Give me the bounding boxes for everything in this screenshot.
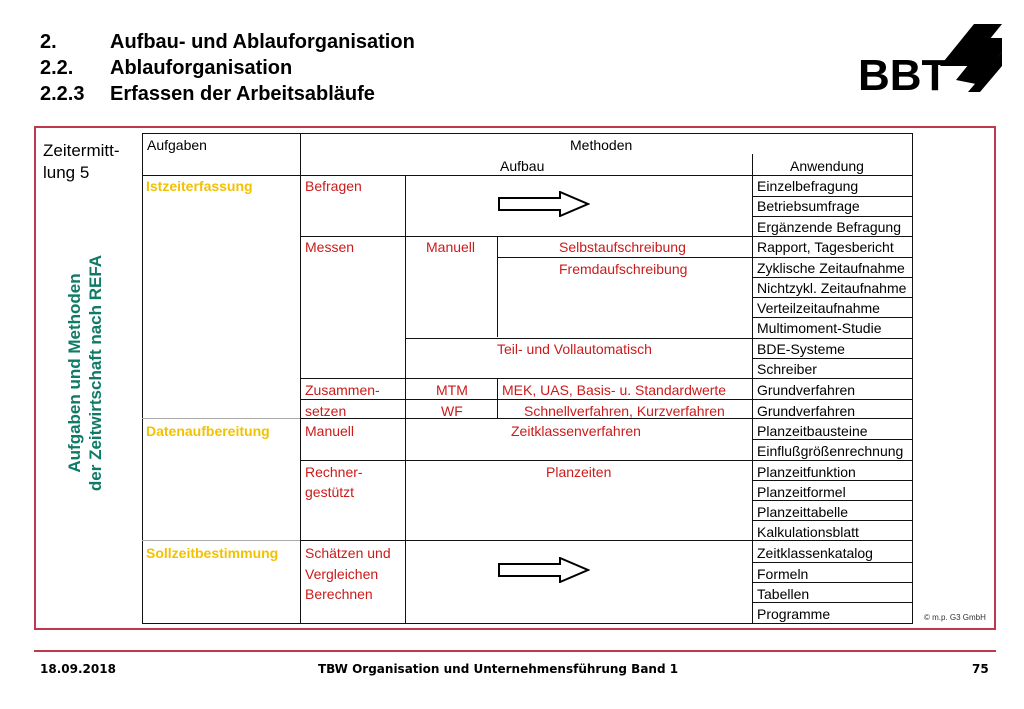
task-datenaufbereitung: Datenaufbereitung — [146, 423, 270, 439]
footer-title: TBW Organisation und Unternehmensführung Band 1 — [318, 662, 679, 676]
header-aufbau: Aufbau — [500, 158, 545, 174]
task-sollzeitbestimmung: Sollzeitbestimmung — [146, 545, 279, 561]
application-cell: Planzeitformel — [757, 484, 846, 500]
arrow-right-icon — [498, 191, 590, 217]
method-zeitklassenverfahren: Zeitklassenverfahren — [511, 423, 641, 439]
header-methoden: Methoden — [570, 137, 633, 153]
method-messen: Messen — [305, 239, 355, 255]
application-cell: Einflußgrößenrechnung — [757, 443, 904, 459]
method-vergleichen: Vergleichen — [305, 566, 379, 582]
side-title-line: Zeitermitt- — [43, 141, 120, 160]
method-rechner: Rechner- — [305, 464, 363, 480]
method-selbstaufschreibung: Selbstaufschreibung — [559, 239, 686, 255]
application-cell: Tabellen — [757, 586, 810, 602]
task-istzeiterfassung: Istzeiterfassung — [146, 178, 253, 194]
method-berechnen: Berechnen — [305, 586, 373, 602]
application-cell: Zyklische Zeitaufnahme — [757, 260, 905, 276]
method-manuell: Manuell — [426, 239, 476, 255]
application-cell: Multimoment-Studie — [757, 320, 882, 336]
method-manuell-daten: Manuell — [305, 423, 355, 439]
method-schnellverfahren: Schnellverfahren, Kurzverfahren — [524, 403, 725, 419]
bbt-logo — [856, 22, 1002, 110]
heading-text: Erfassen der Arbeitsabläufe — [110, 83, 375, 105]
heading-number: 2. — [40, 31, 57, 53]
header-aufgaben: Aufgaben — [147, 137, 207, 153]
copyright-notice: © m.p. G3 GmbH — [924, 613, 986, 622]
application-cell: Verteilzeitaufnahme — [757, 300, 880, 316]
application-cell: Ergänzende Befragung — [757, 219, 901, 235]
logo-text: BBT — [858, 51, 949, 100]
method-zusammensetzen: Zusammen- — [305, 382, 380, 398]
application-cell: Schreiber — [757, 361, 817, 377]
method-teil-vollautomatisch: Teil- und Vollautomatisch — [497, 341, 652, 357]
header-anwendung: Anwendung — [790, 158, 864, 174]
application-cell: Betriebsumfrage — [757, 198, 860, 214]
heading-text: Aufbau- und Ablauforganisation — [110, 31, 415, 53]
method-setzen: setzen — [305, 403, 347, 419]
method-befragen: Befragen — [305, 178, 362, 194]
footer-page-number: 75 — [972, 662, 989, 676]
method-wf: WF — [441, 403, 463, 419]
application-cell: Formeln — [757, 566, 809, 582]
vertical-caption-line: Aufgaben und Methoden — [65, 273, 84, 473]
method-schaetzen: Schätzen und — [305, 545, 391, 561]
application-cell: Grundverfahren — [757, 403, 856, 419]
method-mek: MEK, UAS, Basis- u. Standardwerte — [502, 382, 727, 398]
application-cell: Kalkulationsblatt — [757, 524, 859, 540]
application-cell: Rapport, Tagesbericht — [757, 239, 894, 255]
application-cell: Planzeitbausteine — [757, 423, 868, 439]
application-cell: Zeitklassenkatalog — [757, 545, 873, 561]
method-planzeiten: Planzeiten — [546, 464, 612, 480]
method-gestuetzt: gestützt — [305, 484, 355, 500]
heading-number: 2.2.3 — [40, 83, 85, 105]
side-title-line: lung 5 — [43, 163, 90, 182]
application-cell: Planzeittabelle — [757, 504, 849, 520]
application-cell: Einzelbefragung — [757, 178, 859, 194]
application-cell: Grundverfahren — [757, 382, 856, 398]
application-cell: Planzeitfunktion — [757, 464, 856, 480]
vertical-caption-line: der Zeitwirtschaft nach REFA — [86, 254, 105, 492]
application-cell: Nichtzykl. Zeitaufnahme — [757, 280, 907, 296]
application-cell: BDE-Systeme — [757, 341, 845, 357]
footer-divider — [34, 650, 996, 652]
arrow-right-icon — [498, 557, 590, 583]
side-title — [43, 140, 120, 184]
heading-number: 2.2. — [40, 57, 74, 79]
heading-text: Ablauforganisation — [110, 57, 293, 79]
method-fremdaufschreibung: Fremdaufschreibung — [559, 261, 688, 277]
footer-date: 18.09.2018 — [40, 662, 116, 676]
method-mtm: MTM — [436, 382, 468, 398]
application-cell: Programme — [757, 606, 831, 622]
